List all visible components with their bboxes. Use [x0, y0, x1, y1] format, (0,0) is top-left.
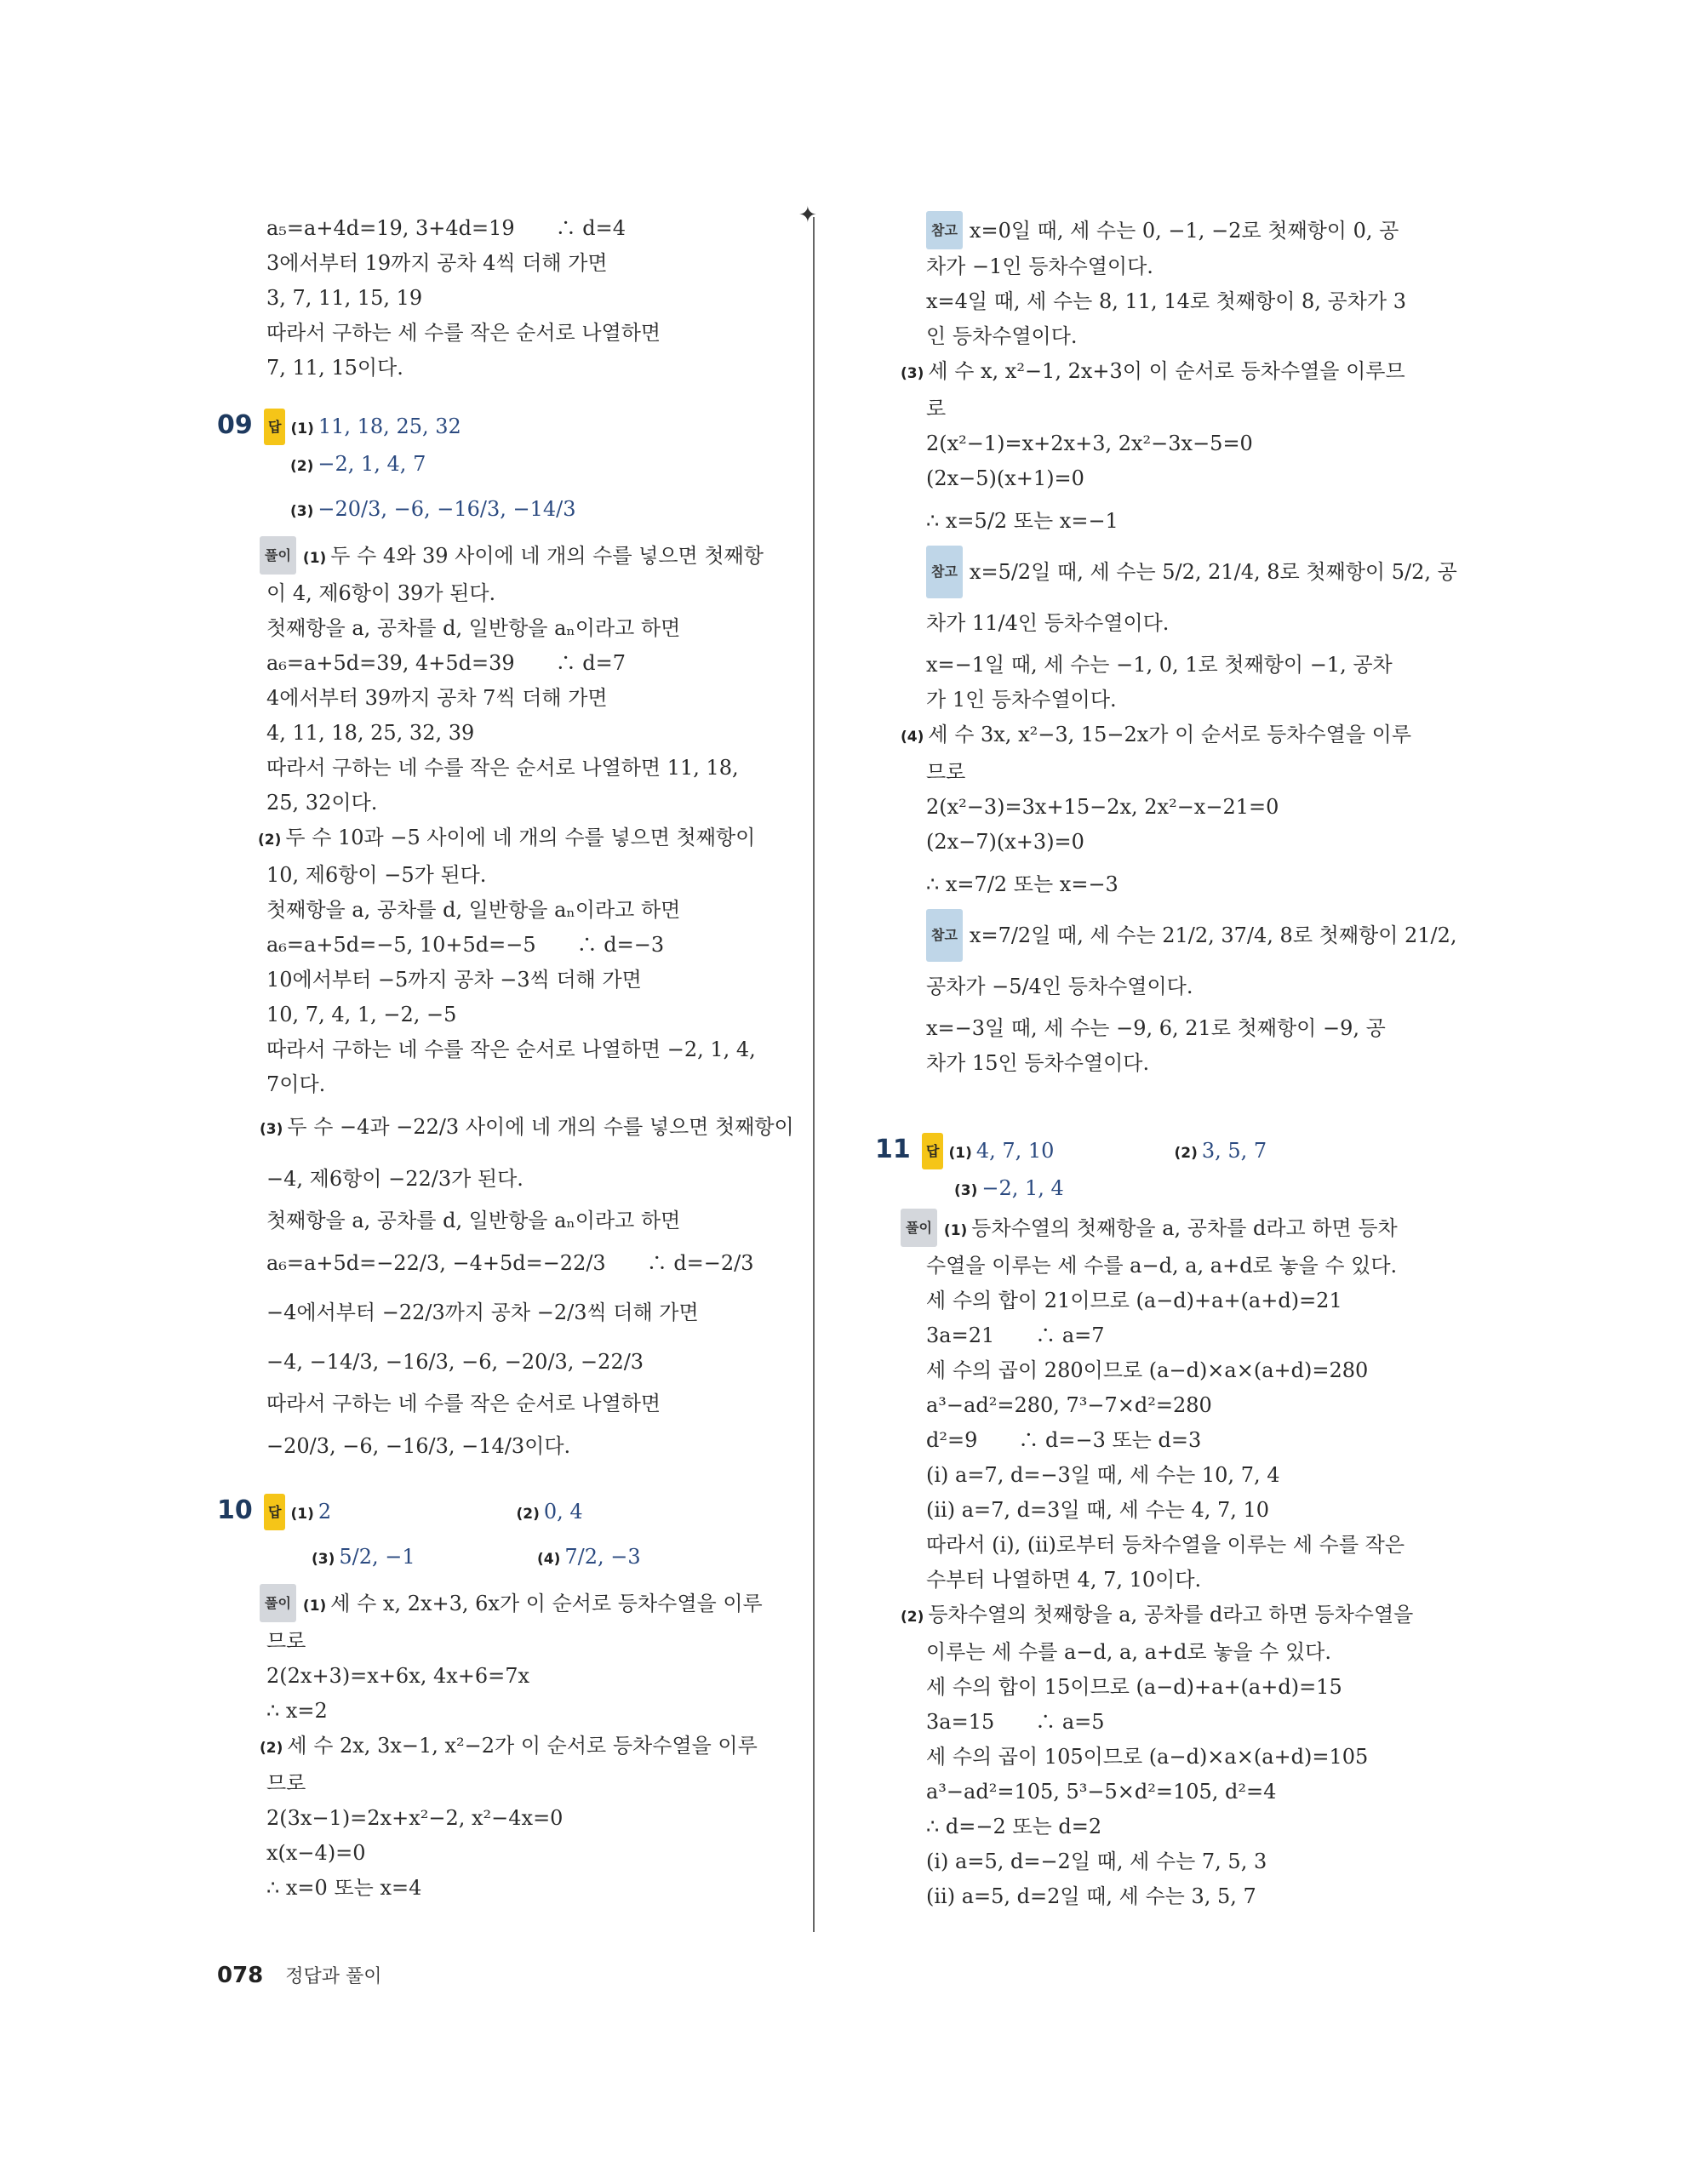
answer-value: 0, 4	[543, 1500, 583, 1524]
page-footer	[217, 1962, 382, 1988]
text-line: 25, 32이다.	[266, 791, 378, 815]
answer-value: 4, 7, 10	[975, 1139, 1055, 1163]
question-09	[217, 408, 779, 536]
text-line: x(x−4)=0	[266, 1841, 366, 1865]
question-11	[875, 1132, 1437, 1209]
text-line: (2x−5)(x+1)=0	[926, 466, 1084, 490]
right-column	[875, 211, 1457, 1914]
part-label: (1)	[302, 1598, 327, 1615]
answer-label: (1)	[290, 420, 314, 437]
text-line: x=0일 때, 세 수는 0, −1, −2로 첫째항이 0, 공	[969, 219, 1399, 243]
text-line: 수부터 나열하면 4, 7, 10이다.	[926, 1568, 1202, 1592]
text-line: x=7/2일 때, 세 수는 21/2, 37/4, 8로 첫째항이 21/2,	[969, 923, 1457, 947]
text-line: a³−ad²=105, 5³−5×d²=105, d²=4	[926, 1780, 1277, 1804]
text-line: 세 수의 합이 15이므로 (a−d)+a+(a+d)=15	[926, 1675, 1342, 1699]
text-line: 첫째항을 a, 공차를 d, 일반항을 aₙ이라고 하면	[266, 898, 681, 922]
q10-solution	[217, 1584, 779, 1906]
part-label: (2)	[901, 1609, 924, 1626]
solution-badge: 풀이	[260, 536, 296, 575]
answer-label: (2)	[516, 1506, 540, 1523]
answer-value: −20/3, −6, −16/3, −14/3	[318, 497, 576, 521]
reference-badge: 참고	[926, 546, 963, 598]
part-label: (3)	[901, 365, 924, 382]
q10-continued	[875, 211, 1437, 354]
answer-label: (2)	[290, 458, 314, 475]
text-line: 7이다.	[266, 1072, 326, 1096]
answer-value: 7/2, −3	[564, 1545, 641, 1569]
text-line: 세 수 3x, x²−3, 15−2x가 이 순서로 등차수열을 이루	[928, 723, 1412, 746]
text-line: 따라서 구하는 네 수를 작은 순서로 나열하면 −2, 1, 4,	[266, 1038, 756, 1061]
text-line: 4에서부터 39까지 공차 7씩 더해 가면	[266, 686, 608, 710]
text-line: ∴ d=−2 또는 d=2	[926, 1815, 1102, 1838]
text-line: 세 수의 곱이 105이므로 (a−d)×a×(a+d)=105	[926, 1745, 1369, 1769]
answer-label: (2)	[1174, 1145, 1198, 1162]
text-line: a₆=a+5d=−22/3, −4+5d=−22/3 ∴ d=−2/3	[266, 1251, 754, 1275]
answer-label: (4)	[537, 1551, 561, 1568]
answer-badge: 답	[264, 1494, 285, 1530]
text-line: d²=9 ∴ d=−3 또는 d=3	[926, 1428, 1202, 1452]
text-line: 차가 15인 등차수열이다.	[926, 1051, 1150, 1075]
text-line: ∴ x=7/2 또는 x=−3	[926, 872, 1118, 896]
text-line: (ⅰ) a=5, d=−2일 때, 세 수는 7, 5, 3	[926, 1850, 1267, 1873]
text-line: a³−ad²=280, 7³−7×d²=280	[926, 1393, 1212, 1417]
text-line: 첫째항을 a, 공차를 d, 일반항을 aₙ이라고 하면	[266, 1209, 681, 1232]
text-line: 므로	[266, 1771, 306, 1795]
text-line: 첫째항을 a, 공차를 d, 일반항을 aₙ이라고 하면	[266, 616, 681, 640]
question-number: 10	[217, 1495, 253, 1525]
text-line: a₅=a+4d=19, 3+4d=19 ∴ d=4	[266, 216, 626, 240]
answer-badge: 답	[264, 409, 285, 445]
text-line: 따라서 구하는 네 수를 작은 순서로 나열하면	[266, 1392, 661, 1415]
answer-value: −2, 1, 4	[981, 1176, 1064, 1200]
text-line: 따라서 구하는 세 수를 작은 순서로 나열하면	[266, 321, 661, 345]
question-number: 09	[217, 410, 253, 440]
text-line: 세 수 x, 2x+3, 6x가 이 순서로 등차수열을 이루	[330, 1592, 763, 1615]
text-line: ∴ x=0 또는 x=4	[266, 1876, 422, 1900]
text-line: 2(2x+3)=x+6x, 4x+6=7x	[266, 1664, 530, 1688]
column-divider	[813, 217, 815, 1932]
text-line: 세 수의 합이 21이므로 (a−d)+a+(a+d)=21	[926, 1289, 1342, 1312]
part-label: (3)	[260, 1121, 283, 1138]
text-line: (ⅱ) a=7, d=3일 때, 세 수는 4, 7, 10	[926, 1498, 1270, 1522]
text-line: 두 수 −4과 −22/3 사이에 네 개의 수를 넣으면 첫째항이	[287, 1115, 794, 1139]
reference-badge: 참고	[926, 211, 963, 249]
text-line: 2(x²−1)=x+2x+3, 2x²−3x−5=0	[926, 432, 1253, 455]
text-line: a₆=a+5d=−5, 10+5d=−5 ∴ d=−3	[266, 933, 665, 957]
text-line: ∴ x=5/2 또는 x=−1	[926, 509, 1118, 533]
text-line: 따라서 구하는 네 수를 작은 순서로 나열하면 11, 18,	[266, 756, 739, 780]
text-line: 2(3x−1)=2x+x²−2, x²−4x=0	[266, 1806, 564, 1830]
solution-badge: 풀이	[260, 1584, 296, 1622]
question-10	[217, 1493, 779, 1584]
text-line: (2x−7)(x+3)=0	[926, 830, 1084, 854]
q09-solution	[217, 536, 794, 1471]
text-line: 등차수열의 첫째항을 a, 공차를 d라고 하면 등차수열을	[928, 1603, 1414, 1627]
text-line: −4, 제6항이 −22/3가 된다.	[266, 1167, 523, 1191]
text-line: −20/3, −6, −16/3, −14/3이다.	[266, 1434, 571, 1458]
text-line: 10에서부터 −5까지 공차 −3씩 더해 가면	[266, 968, 642, 992]
answer-label: (1)	[948, 1145, 972, 1162]
text-line: 공차가 −5/4인 등차수열이다.	[926, 975, 1193, 998]
part-label: (2)	[260, 1740, 283, 1757]
text-line: −4, −14/3, −16/3, −6, −20/3, −22/3	[266, 1350, 644, 1374]
text-line: 등차수열의 첫째항을 a, 공차를 d라고 하면 등차	[971, 1216, 1398, 1240]
text-line: 3a=21 ∴ a=7	[926, 1324, 1105, 1347]
text-line: 3a=15 ∴ a=5	[926, 1710, 1105, 1734]
text-line: (ⅰ) a=7, d=−3일 때, 세 수는 10, 7, 4	[926, 1463, 1280, 1487]
q11-solution	[875, 1209, 1437, 1914]
answer-badge: 답	[922, 1133, 943, 1169]
text-line: 두 수 4와 39 사이에 네 개의 수를 넣으면 첫째항	[330, 544, 764, 568]
part-label: (1)	[302, 550, 327, 567]
answer-label: (3)	[312, 1551, 335, 1568]
question-number: 11	[875, 1135, 911, 1164]
text-line: 이루는 세 수를 a−d, a, a+d로 놓을 수 있다.	[926, 1640, 1331, 1664]
text-line: 세 수의 곱이 280이므로 (a−d)×a×(a+d)=280	[926, 1358, 1369, 1382]
solution-badge: 풀이	[901, 1209, 937, 1247]
part-label: (2)	[258, 832, 282, 849]
intro-block	[217, 211, 779, 386]
text-line: 이 4, 제6항이 39가 된다.	[266, 581, 496, 605]
text-line: 인 등차수열이다.	[926, 324, 1078, 348]
text-line: (ⅱ) a=5, d=2일 때, 세 수는 3, 5, 7	[926, 1884, 1256, 1908]
answer-value: 2	[318, 1500, 332, 1524]
reference-badge: 참고	[926, 909, 963, 962]
text-line: x=4일 때, 세 수는 8, 11, 14로 첫째항이 8, 공차가 3	[926, 289, 1406, 313]
text-line: 므로	[266, 1629, 306, 1653]
text-line: 10, 7, 4, 1, −2, −5	[266, 1003, 457, 1026]
answer-value: 5/2, −1	[339, 1545, 415, 1569]
answer-value: 11, 18, 25, 32	[318, 415, 461, 438]
text-line: 7, 11, 15이다.	[266, 356, 403, 380]
answer-value: −2, 1, 4, 7	[318, 452, 426, 476]
text-line: 3에서부터 19까지 공차 4씩 더해 가면	[266, 251, 608, 275]
text-line: 4, 11, 18, 25, 32, 39	[266, 721, 475, 745]
text-line: 차가 11/4인 등차수열이다.	[926, 611, 1170, 635]
text-line: x=−3일 때, 세 수는 −9, 6, 21로 첫째항이 −9, 공	[926, 1016, 1386, 1040]
answer-label: (1)	[290, 1506, 314, 1523]
text-line: 가 1인 등차수열이다.	[926, 688, 1117, 712]
answer-label: (3)	[290, 503, 314, 520]
text-line: a₆=a+5d=39, 4+5d=39 ∴ d=7	[266, 651, 626, 675]
answer-value: 3, 5, 7	[1201, 1139, 1267, 1163]
footer-label: 정답과 풀이	[285, 1966, 382, 1987]
text-line: 10, 제6항이 −5가 된다.	[266, 863, 487, 887]
page-number: 078	[217, 1963, 264, 1988]
text-line: 므로	[926, 760, 966, 784]
text-line: 2(x²−3)=3x+15−2x, 2x²−x−21=0	[926, 795, 1279, 819]
text-line: 로	[926, 397, 947, 420]
text-line: 세 수 x, x²−1, 2x+3이 이 순서로 등차수열을 이루므	[928, 359, 1405, 383]
answer-label: (3)	[954, 1182, 978, 1199]
left-column	[217, 211, 794, 1906]
text-line: 따라서 (ⅰ), (ⅱ)로부터 등차수열을 이루는 세 수를 작은	[926, 1533, 1405, 1557]
text-line: 3, 7, 11, 15, 19	[266, 286, 423, 310]
text-line: x=5/2일 때, 세 수는 5/2, 21/4, 8로 첫째항이 5/2, 공	[969, 560, 1457, 584]
text-line: 세 수 2x, 3x−1, x²−2가 이 순서로 등차수열을 이루	[287, 1734, 758, 1758]
text-line: 두 수 10과 −5 사이에 네 개의 수를 넣으면 첫째항이	[285, 826, 756, 849]
text-line: 수열을 이루는 세 수를 a−d, a, a+d로 놓을 수 있다.	[926, 1254, 1398, 1278]
part-label: (4)	[901, 729, 924, 746]
text-line: −4에서부터 −22/3까지 공차 −2/3씩 더해 가면	[266, 1301, 699, 1324]
text-line: x=−1일 때, 세 수는 −1, 0, 1로 첫째항이 −1, 공차	[926, 653, 1393, 677]
text-line: 차가 −1인 등차수열이다.	[926, 254, 1153, 278]
center-ornament-icon: ✦	[798, 203, 817, 228]
part-label: (1)	[943, 1222, 968, 1239]
text-line: ∴ x=2	[266, 1699, 328, 1723]
